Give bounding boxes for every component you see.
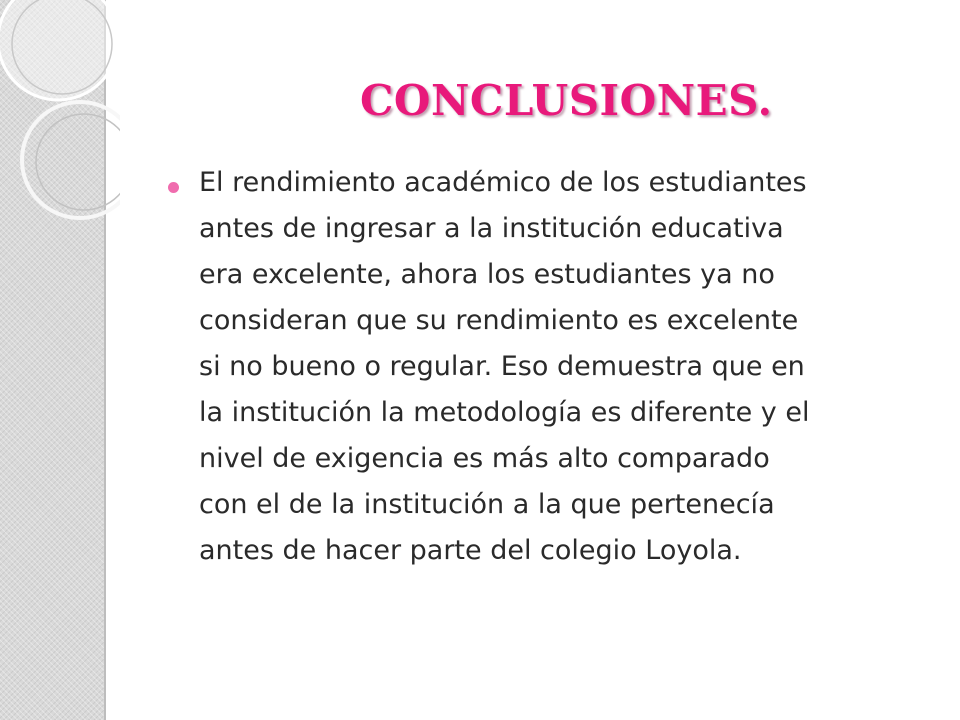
bullet-text-line: nivel de exigencia es más alto comparado [199, 443, 770, 474]
bullet-text-line: antes de hacer parte del colegio Loyola. [199, 535, 742, 566]
bullet-text-line: con el de la institución a la que pertenecía [199, 489, 775, 520]
bullet-text-line: El rendimiento académico de los estudiantes [199, 167, 807, 198]
bullet-text-line: antes de ingresar a la institución educativa [199, 213, 784, 244]
bullet-text [199, 160, 809, 574]
decorative-circles [0, 0, 120, 230]
bullet-list [168, 160, 938, 574]
slide-title: CONCLUSIONES. [360, 76, 773, 125]
bullet-icon [168, 182, 179, 193]
bullet-text-line: era excelente, ahora los estudiantes ya no [199, 259, 775, 290]
bullet-text-line: consideran que su rendimiento es excelente [199, 305, 799, 336]
bullet-item [168, 160, 938, 574]
bullet-text-line: la institución la metodología es diferente y el [199, 397, 810, 428]
bullet-text-line: si no bueno o regular. Eso demuestra que en [199, 351, 805, 382]
